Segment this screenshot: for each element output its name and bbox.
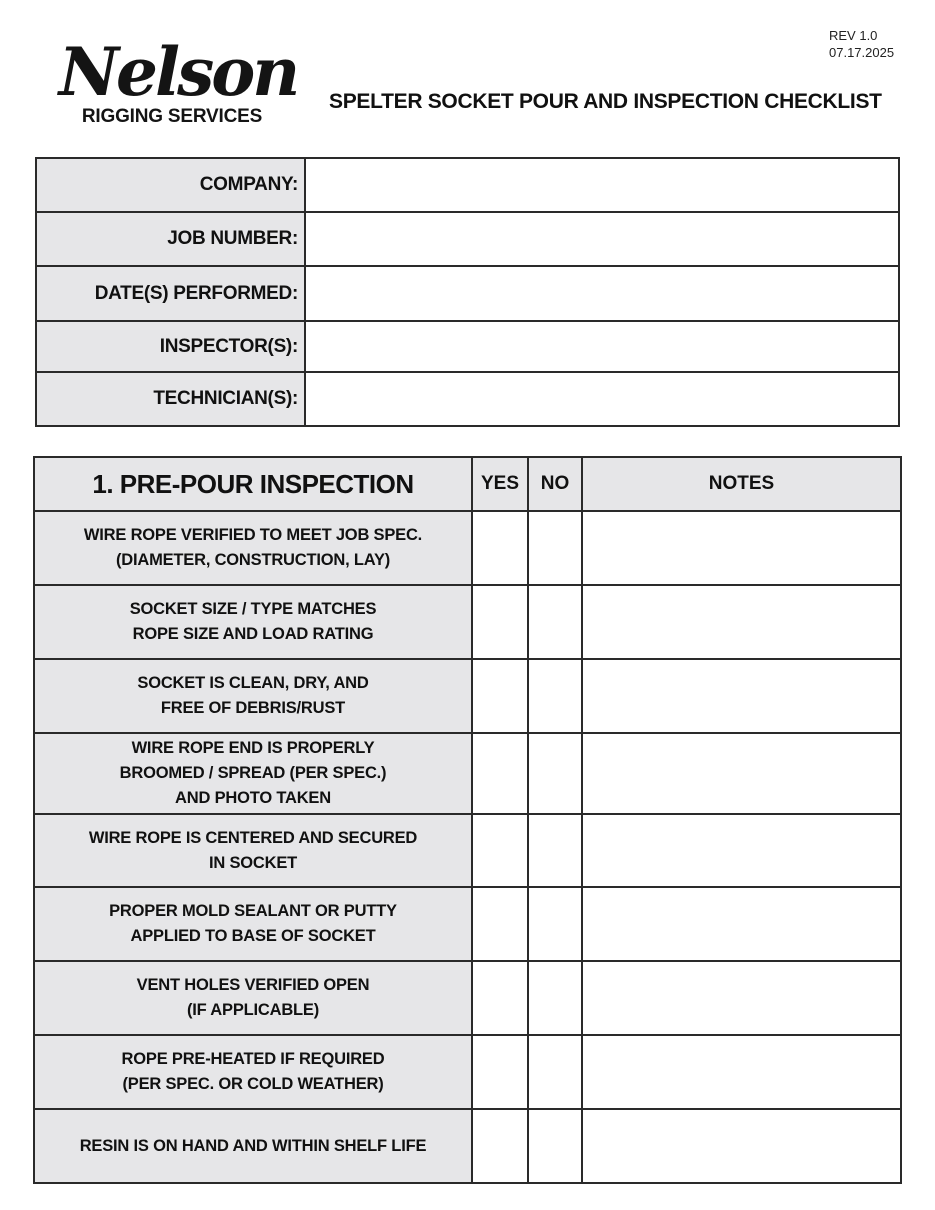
yes-column-header: YES: [472, 457, 528, 511]
yes-checkbox[interactable]: [472, 1109, 528, 1183]
no-checkbox[interactable]: [528, 511, 582, 585]
info-row-job-number: [36, 212, 899, 266]
checklist-row: [34, 961, 901, 1035]
yes-checkbox[interactable]: [472, 511, 528, 585]
notes-field[interactable]: [582, 1109, 901, 1183]
checklist-item-label: WIRE ROPE IS CENTERED AND SECURED IN SOCKET: [34, 814, 472, 887]
info-row-dates: [36, 266, 899, 321]
checklist-item-label: WIRE ROPE VERIFIED TO MEET JOB SPEC. (DIAMETER, CONSTRUCTION, LAY): [34, 511, 472, 585]
job-info-table: [35, 157, 900, 427]
checklist-item-label: SOCKET SIZE / TYPE MATCHES ROPE SIZE AND LOAD RATING: [34, 585, 472, 659]
info-row-inspectors: [36, 321, 899, 372]
checklist-row: [34, 1035, 901, 1109]
checklist-item-label: WIRE ROPE END IS PROPERLY BROOMED / SPREAD (PER SPEC.) AND PHOTO TAKEN: [34, 733, 472, 814]
notes-field[interactable]: [582, 961, 901, 1035]
checklist-item-label: PROPER MOLD SEALANT OR PUTTY APPLIED TO BASE OF SOCKET: [34, 887, 472, 961]
yes-checkbox[interactable]: [472, 733, 528, 814]
checklist-row: [34, 887, 901, 961]
yes-checkbox[interactable]: [472, 585, 528, 659]
no-checkbox[interactable]: [528, 659, 582, 733]
notes-field[interactable]: [582, 887, 901, 961]
checklist-row: [34, 585, 901, 659]
notes-field[interactable]: [582, 585, 901, 659]
job-number-label: JOB NUMBER:: [36, 212, 305, 266]
notes-column-header: NOTES: [582, 457, 901, 511]
no-checkbox[interactable]: [528, 733, 582, 814]
checklist-item-label: ROPE PRE-HEATED IF REQUIRED (PER SPEC. OR COLD WEATHER): [34, 1035, 472, 1109]
checklist-item-label: VENT HOLES VERIFIED OPEN (IF APPLICABLE): [34, 961, 472, 1035]
technicians-field[interactable]: [305, 372, 899, 426]
company-logo: [52, 34, 302, 134]
checklist-item-label: RESIN IS ON HAND AND WITHIN SHELF LIFE: [34, 1109, 472, 1183]
section-title: 1. PRE-POUR INSPECTION: [34, 457, 472, 511]
checklist-row: [34, 1109, 901, 1183]
checklist-row: [34, 511, 901, 585]
revision-date: 07.17.2025: [829, 45, 895, 60]
dates-performed-field[interactable]: [305, 266, 899, 321]
yes-checkbox[interactable]: [472, 887, 528, 961]
checklist-row: [34, 659, 901, 733]
checklist-header-row: [34, 457, 901, 511]
notes-field[interactable]: [582, 814, 901, 887]
company-field[interactable]: [305, 158, 899, 212]
technicians-label: TECHNICIAN(S):: [36, 372, 305, 426]
revision-block: [829, 27, 894, 61]
dates-performed-label: DATE(S) PERFORMED:: [36, 266, 305, 321]
checklist-row: [34, 814, 901, 887]
no-checkbox[interactable]: [528, 961, 582, 1035]
logo-wordmark: Nelson: [58, 33, 298, 111]
notes-field[interactable]: [582, 511, 901, 585]
notes-field[interactable]: [582, 733, 901, 814]
pre-pour-inspection-table: [33, 456, 902, 1184]
no-checkbox[interactable]: [528, 1109, 582, 1183]
checklist-item-label: SOCKET IS CLEAN, DRY, AND FREE OF DEBRIS/RUST: [34, 659, 472, 733]
job-number-field[interactable]: [305, 212, 899, 266]
checklist-row: [34, 733, 901, 814]
no-checkbox[interactable]: [528, 585, 582, 659]
info-row-technicians: [36, 372, 899, 426]
notes-field[interactable]: [582, 1035, 901, 1109]
revision-number: REV 1.0: [829, 28, 878, 43]
no-checkbox[interactable]: [528, 887, 582, 961]
info-row-company: [36, 158, 899, 212]
yes-checkbox[interactable]: [472, 1035, 528, 1109]
no-checkbox[interactable]: [528, 1035, 582, 1109]
document-title: SPELTER SOCKET POUR AND INSPECTION CHECKLIST: [329, 90, 882, 113]
yes-checkbox[interactable]: [472, 961, 528, 1035]
inspectors-field[interactable]: [305, 321, 899, 372]
no-checkbox[interactable]: [528, 814, 582, 887]
yes-checkbox[interactable]: [472, 814, 528, 887]
inspectors-label: INSPECTOR(S):: [36, 321, 305, 372]
no-column-header: NO: [528, 457, 582, 511]
logo-subtitle: RIGGING SERVICES: [81, 106, 263, 127]
yes-checkbox[interactable]: [472, 659, 528, 733]
notes-field[interactable]: [582, 659, 901, 733]
company-label: COMPANY:: [36, 158, 305, 212]
